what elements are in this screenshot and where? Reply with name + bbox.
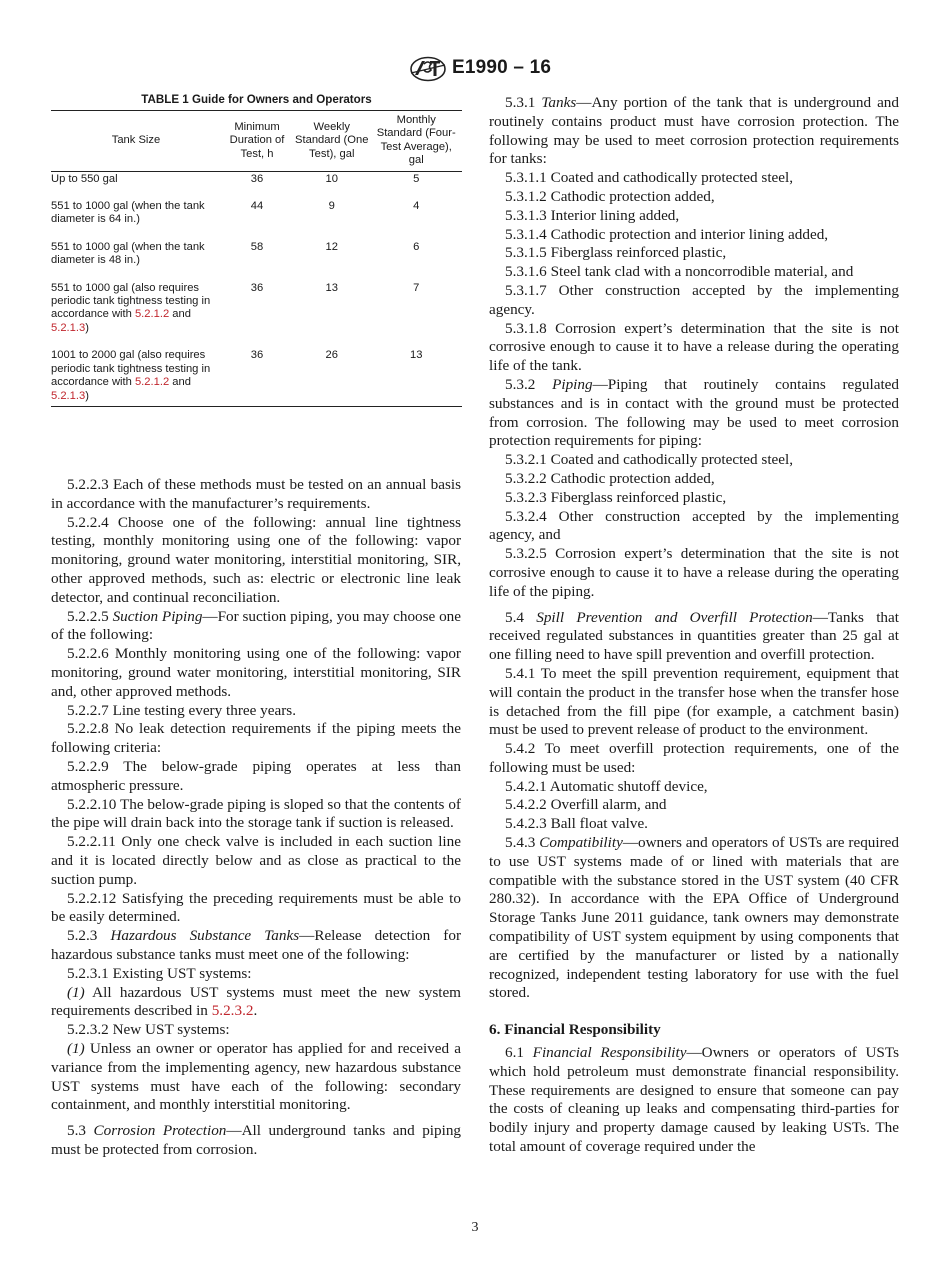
- paragraph-5-4-2-1: 5.4.2.1 Automatic shutoff device,: [505, 777, 708, 795]
- paragraph-5-3-1: 5.3.1 Tanks—Any portion of the tank that is underground and routinely contains product must have corrosion protection. The following may be used to meet corrosion protection requirements for tanks:: [489, 94, 899, 168]
- paragraph-5-2-2-12: 5.2.2.12 Satisfying the preceding requirements must be able to be easily determined.: [51, 889, 461, 926]
- paragraph-5-3-1-2: 5.3.1.2 Cathodic protection added,: [505, 187, 715, 205]
- table-row: [51, 349, 462, 406]
- monthly-cell: 7: [413, 281, 420, 294]
- left-column: [51, 476, 461, 1160]
- table-row: [51, 241, 462, 282]
- cross-reference-link[interactable]: 5.2.1.3: [51, 389, 86, 402]
- paragraph-5-3-1-7: 5.3.1.7 Other construction accepted by the implementing agency.: [489, 281, 899, 318]
- monthly-cell: 5: [413, 172, 420, 185]
- column-header: Tank Size: [111, 134, 161, 147]
- weekly-cell: 13: [325, 281, 338, 294]
- monthly-cell: 4: [413, 200, 420, 213]
- column-header: Weekly Standard (One Test), gal: [295, 120, 369, 160]
- paragraph-5-3-1-6: 5.3.1.6 Steel tank clad with a noncorrodible material, and: [505, 263, 854, 281]
- monthly-cell: 6: [413, 240, 420, 253]
- table-1: [51, 93, 462, 407]
- paragraph-5-3-1-5: 5.3.1.5 Fiberglass reinforced plastic,: [505, 244, 727, 262]
- paragraph-5-2-3-2: 5.2.3.2 New UST systems:: [67, 1021, 230, 1039]
- weekly-cell: 12: [325, 240, 338, 253]
- duration-cell: 44: [250, 200, 264, 213]
- table-row: [51, 171, 462, 200]
- tank-size-cell: 1001 to 2000 gal (also requires periodic tank tightness testing in accordance with 5.2.1.2 and 5.2.1.3): [51, 349, 211, 402]
- paragraph-5-2-2-5: 5.2.2.5 Suction Piping—For suction piping, you may choose one of the following:: [51, 607, 462, 644]
- paragraph-5-2-2-7: 5.2.2.7 Line testing every three years.: [67, 701, 296, 719]
- cross-reference-link[interactable]: 5.2.1.2: [134, 308, 170, 321]
- cross-reference-link[interactable]: 5.2.1.3: [51, 321, 86, 334]
- tank-size-cell: Up to 550 gal: [51, 172, 118, 185]
- tank-size-cell: 551 to 1000 gal (also requires periodic tank tightness testing in accordance with 5.2.1.2 and 5.2.1.3): [51, 281, 211, 334]
- monthly-cell: 13: [410, 349, 423, 362]
- page-number: 3: [471, 1220, 479, 1235]
- paragraph-5-2-3-1: 5.2.3.1 Existing UST systems:: [67, 964, 252, 982]
- paragraph-5-3-1-3: 5.3.1.3 Interior lining added,: [505, 206, 680, 224]
- paragraph-5-2-3: 5.2.3 Hazardous Substance Tanks—Release detection for hazardous substance tanks must meet one of the following:: [51, 927, 462, 963]
- duration-cell: 58: [250, 240, 264, 253]
- table-row: [51, 200, 462, 241]
- paragraph-5-2-3-1-item-1: (1) All hazardous UST systems must meet the new system requirements described in 5.2.3.2.: [51, 983, 461, 1020]
- paragraph-5-3-2-4: 5.3.2.4 Other construction accepted by the implementing agency, and: [489, 507, 899, 544]
- paragraph-5-2-2-11: 5.2.2.11 Only one check valve is included in each suction line and it is located directly below and as close as practical to the suction pump.: [51, 833, 461, 888]
- column-header: Monthly Standard (Four-Test Average), gal: [376, 114, 456, 167]
- paragraph-5-3: 5.3 Corrosion Protection—All underground tanks and piping must be protected from corrosion.: [51, 1122, 462, 1158]
- table-row: [51, 282, 462, 350]
- paragraph-5-3-1-8: 5.3.1.8 Corrosion expert’s determination that the site is not corrosive enough to cause it to have a release during the operating life of the tank.: [489, 319, 899, 375]
- paragraph-5-4-1: 5.4.1 To meet the spill prevention requirement, equipment that will contain the product in the transfer hose when the transfer hose is detached from the fill pipe (for example, a catchment basin) must be used to prevent release of product to the environment.: [489, 664, 899, 739]
- standard-designation: E1990 – 16: [452, 57, 552, 78]
- page-header: [0, 56, 950, 86]
- duration-cell: 36: [250, 172, 264, 185]
- paragraph-5-2-2-8: 5.2.2.8 No leak detection requirements if the piping meets the following criteria:: [51, 720, 461, 757]
- section-6-heading: 6. Financial Responsibility: [489, 1021, 661, 1039]
- paragraph-5-2-2-3: 5.2.2.3 Each of these methods must be tested on an annual basis in accordance with the manufacturer’s requirements.: [51, 476, 461, 512]
- astm-logo-icon: [409, 56, 447, 82]
- paragraph-5-4-2-3: 5.4.2.3 Ball float valve.: [505, 815, 648, 833]
- paragraph-5-3-2: 5.3.2 Piping—Piping that routinely contains regulated substances and is in contact with the ground must be protected from corrosion. The following may be used to meet corrosion protection requirements for piping:: [489, 375, 900, 450]
- paragraph-5-3-2-1: 5.3.2.1 Coated and cathodically protected steel,: [505, 451, 794, 469]
- paragraph-5-3-2-5: 5.3.2.5 Corrosion expert’s determination that the site is not corrosive enough to cause it to have a release during the operating life of the piping.: [489, 545, 899, 600]
- paragraph-5-2-3-2-item-1: (1) Unless an owner or operator has applied for and received a variance from the implementing agency, new hazardous substance UST systems must have each of the following: secondary containment, and monthly interstitial monitoring.: [51, 1039, 461, 1114]
- cross-reference-link[interactable]: 5.2.1.2: [134, 376, 170, 389]
- paragraph-5-4-3: 5.4.3 Compatibility—owners and operators of USTs are required to use UST systems made of or lined with materials that are compatible with the substance stored in the UST system (40 CFR 280.32). In accordance with the EPA Office of Underground Storage Tanks June 2011 guidance, tank owners may demonstrate compatibility of UST system equipment by using components that are certified by the manufacturer or listed by a nationally recognized, independent testing laboratory for use with the fuel stored.: [489, 834, 900, 1002]
- column-header: Minimum Duration of Test, h: [229, 120, 285, 160]
- duration-cell: 36: [250, 349, 264, 362]
- duration-cell: 36: [250, 281, 264, 294]
- paragraph-5-2-2-9: 5.2.2.9 The below-grade piping operates at less than atmospheric pressure.: [51, 757, 461, 794]
- paragraph-6-1: 6.1 Financial Responsibility—Owners or operators of USTs which hold petroleum must demonstrate financial responsibility. These requirements are designed to ensure that someone can pay the costs of cleaning up leaks and compensating third-parties for bodily injury and property damage caused by leaking USTs. The total amount of coverage required under the: [489, 1044, 899, 1156]
- paragraph-5-4: 5.4 Spill Prevention and Overfill Protection—Tanks that received regulated substances in quantities greater than 25 gal at one filling need to have spill prevention and overfill protection.: [489, 608, 899, 664]
- table-title: TABLE 1 Guide for Owners and Operators: [141, 93, 372, 106]
- weekly-cell: 9: [328, 200, 335, 213]
- tank-size-cell: 551 to 1000 gal (when the tank diameter is 48 in.): [51, 240, 205, 267]
- right-column: [489, 94, 899, 1157]
- owners-operators-table: [51, 110, 462, 407]
- table-header-row: [51, 111, 462, 172]
- paragraph-5-2-2-6: 5.2.2.6 Monthly monitoring using one of the following: vapor monitoring, ground water monitoring, interstitial monitoring, SIR and, other approved methods.: [51, 645, 461, 700]
- paragraph-5-3-1-4: 5.3.1.4 Cathodic protection and interior lining added,: [505, 225, 829, 243]
- tank-size-cell: 551 to 1000 gal (when the tank diameter is 64 in.): [51, 200, 205, 226]
- paragraph-5-3-1-1: 5.3.1.1 Coated and cathodically protected steel,: [505, 169, 794, 187]
- paragraph-5-3-2-3: 5.3.2.3 Fiberglass reinforced plastic,: [505, 488, 727, 506]
- weekly-cell: 10: [325, 172, 338, 185]
- weekly-cell: 26: [325, 349, 338, 362]
- paragraph-5-2-2-10: 5.2.2.10 The below-grade piping is sloped so that the contents of the pipe will drain back into the storage tank if suction is released.: [51, 795, 461, 832]
- paragraph-5-4-2: 5.4.2 To meet overfill protection requirements, one of the following must be used:: [489, 740, 899, 776]
- paragraph-5-2-2-4: 5.2.2.4 Choose one of the following: annual line tightness testing, monthly monitoring using one of the following: vapor monitoring, ground water monitoring, interstitial monitoring, SIR, other approved methods, such as: electric or electronic line leak detector, and continual reconciliation.: [51, 513, 461, 606]
- paragraph-5-3-2-2: 5.3.2.2 Cathodic protection added,: [505, 469, 715, 487]
- cross-reference-link[interactable]: 5.2.3.2: [211, 1002, 254, 1020]
- paragraph-5-4-2-2: 5.4.2.2 Overfill alarm, and: [505, 796, 667, 814]
